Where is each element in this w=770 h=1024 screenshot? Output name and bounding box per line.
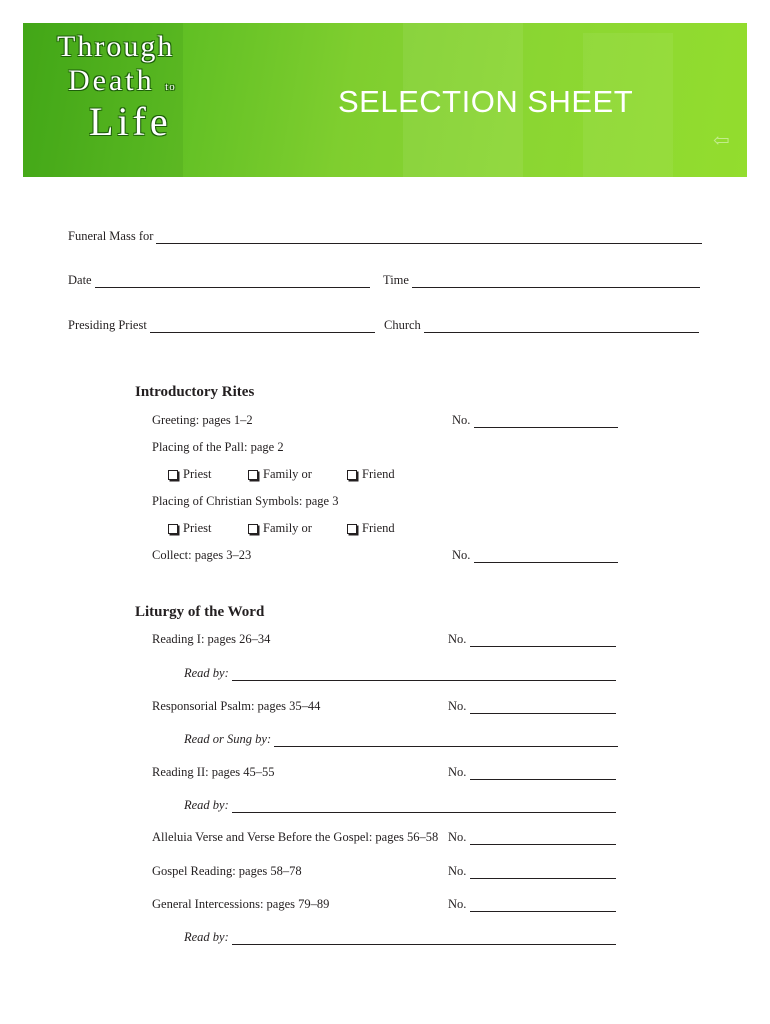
reading-2-number-line[interactable] [470,767,616,780]
greeting-item: Greeting: pages 1–2 [152,413,253,427]
reading-2-read-by-field[interactable] [184,798,616,813]
alleluia-number-line[interactable] [470,832,616,845]
no-label: No. [448,897,467,911]
arrow-icon: ⇦ [713,130,730,152]
church-line[interactable] [424,320,699,333]
pall-family-checkbox[interactable]: Family or [248,467,312,482]
psalm-read-or-sung-by-line[interactable] [274,734,618,747]
introductory-rites-heading: Introductory Rites [135,384,255,400]
date-field[interactable] [68,273,370,288]
checkbox-icon[interactable] [347,470,357,480]
checkbox-icon[interactable] [168,470,178,480]
presiding-priest-line[interactable] [150,320,375,333]
intercessions-read-by-field[interactable] [184,930,616,945]
checkbox-icon[interactable] [347,524,357,534]
reading-1-read-by-field[interactable] [184,666,616,681]
psalm-read-or-sung-by-field[interactable] [184,732,618,747]
pall-priest-checkbox[interactable]: Priest [168,467,211,482]
intercessions-item: General Intercessions: pages 79–89 [152,897,330,911]
collect-item: Collect: pages 3–23 [152,548,252,562]
read-by-label: Read by: [184,666,229,680]
no-label: No. [448,699,467,713]
symbols-priest-checkbox[interactable]: Priest [168,521,211,536]
checkbox-icon[interactable] [248,524,258,534]
liturgy-of-the-word-heading: Liturgy of the Word [135,604,265,620]
time-label: Time [383,273,409,287]
time-line[interactable] [412,275,700,288]
gospel-number-line[interactable] [470,866,616,879]
logo-line-3: Life [89,99,172,144]
read-or-sung-by-label: Read or Sung by: [184,732,272,746]
greeting-number-field[interactable] [452,413,618,428]
reading-2-item: Reading II: pages 45–55 [152,765,275,779]
logo-line-1: Through [57,30,175,63]
psalm-number-field[interactable] [448,699,616,714]
intercessions-read-by-line[interactable] [232,932,616,945]
church-label: Church [384,318,421,332]
gospel-item: Gospel Reading: pages 58–78 [152,864,302,878]
funeral-mass-line[interactable] [156,231,702,244]
pall-friend-checkbox[interactable]: Friend [347,467,395,482]
date-line[interactable] [95,275,370,288]
presiding-priest-label: Presiding Priest [68,318,147,332]
date-label: Date [68,273,92,287]
greeting-number-line[interactable] [474,415,618,428]
reading-1-read-by-line[interactable] [232,668,616,681]
presiding-priest-field[interactable] [68,318,375,333]
checkbox-icon[interactable] [168,524,178,534]
page-title: SELECTION SHEET [338,84,634,119]
no-label: No. [448,632,467,646]
checkbox-icon[interactable] [248,470,258,480]
intercessions-number-line[interactable] [470,899,616,912]
reading-2-number-field[interactable] [448,765,616,780]
reading-2-read-by-line[interactable] [232,800,616,813]
alleluia-item: Alleluia Verse and Verse Before the Gospel: pages 56–58 [152,830,439,844]
time-field[interactable] [383,273,700,288]
psalm-item: Responsorial Psalm: pages 35–44 [152,699,321,713]
no-label: No. [452,413,471,427]
collect-number-line[interactable] [474,550,618,563]
reading-1-number-line[interactable] [470,634,616,647]
no-label: No. [448,765,467,779]
read-by-label: Read by: [184,930,229,944]
psalm-number-line[interactable] [470,701,616,714]
no-label: No. [448,864,467,878]
funeral-mass-label: Funeral Mass for [68,229,154,243]
intercessions-number-field[interactable] [448,897,616,912]
gospel-number-field[interactable] [448,864,616,879]
reading-1-item: Reading I: pages 26–34 [152,632,271,646]
pall-item: Placing of the Pall: page 2 [152,440,284,454]
symbols-family-checkbox[interactable]: Family or [248,521,312,536]
collect-number-field[interactable] [452,548,618,563]
symbols-friend-checkbox[interactable]: Friend [347,521,395,536]
funeral-mass-field[interactable] [68,229,702,244]
alleluia-number-field[interactable] [448,830,616,845]
read-by-label: Read by: [184,798,229,812]
symbols-item: Placing of Christian Symbols: page 3 [152,494,339,508]
logo-line-2: Death to [68,64,176,97]
reading-1-number-field[interactable] [448,632,616,647]
no-label: No. [448,830,467,844]
through-death-to-life-logo [57,30,257,155]
church-field[interactable] [384,318,699,333]
no-label: No. [452,548,471,562]
